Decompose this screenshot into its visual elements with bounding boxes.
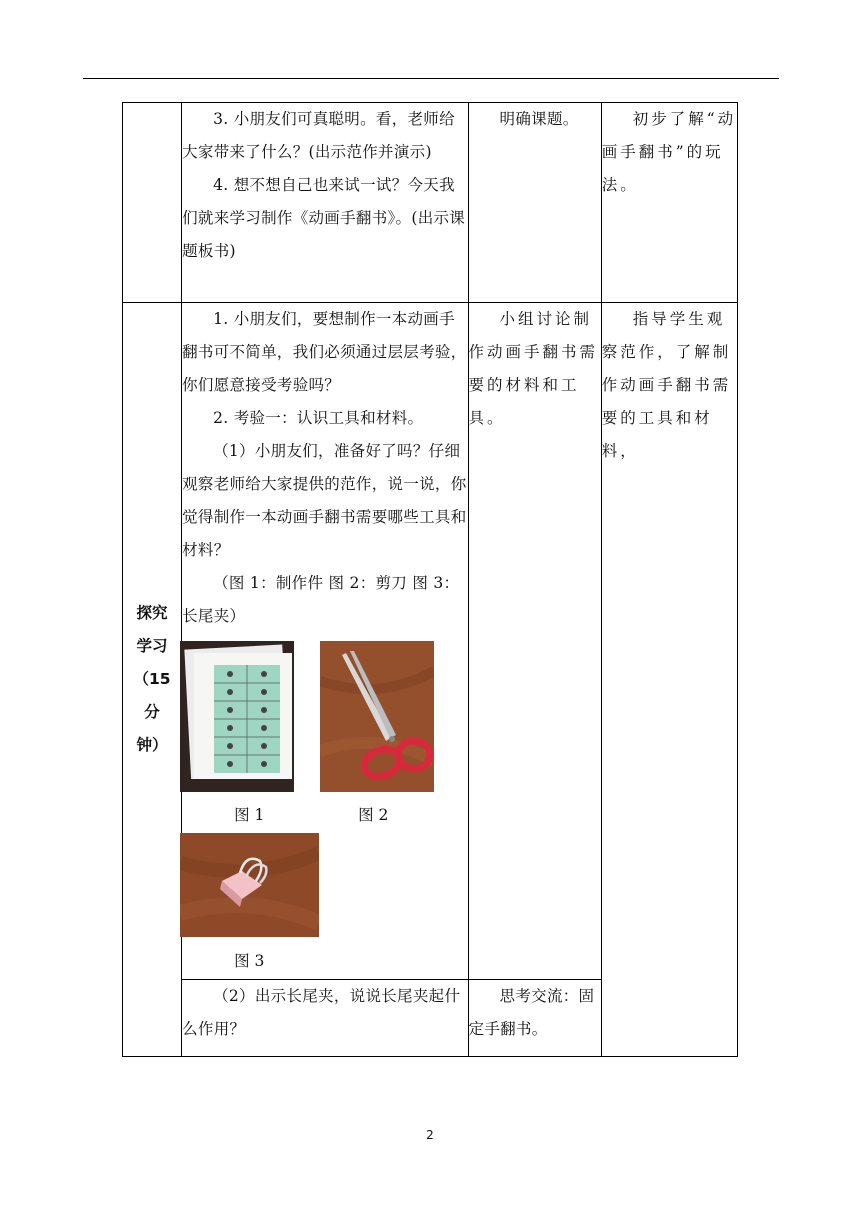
teacher-step-2-1: （1）小朋友们，准备好了吗？仔细观察老师给大家提供的范作，说一说，你觉得制作一本动画手翻书需要哪些工具和材料？ <box>182 442 467 559</box>
figure-2-image <box>320 641 434 792</box>
student-activity-cell <box>468 103 601 303</box>
binder-clip-photo <box>180 833 319 937</box>
figure-3-image <box>180 833 319 937</box>
teacher-step-3: 3. 小朋友们可真聪明。看，老师给大家带来了什么？(出示范作并演示) <box>182 110 455 161</box>
figure-1-caption: 图 1 <box>234 806 265 824</box>
page-number: 2 <box>426 1128 434 1142</box>
table-row <box>123 303 738 980</box>
student-activity: 明确课题。 <box>499 110 579 128</box>
teacher-step-1: 1. 小朋友们，要想制作一本动画手翻书可不简单，我们必须通过层层考验，你们愿意接受考验吗？ <box>182 310 467 394</box>
student-activity-cell <box>468 303 601 980</box>
teacher-step-2: 2. 考验一：认识工具和材料。 <box>213 409 424 427</box>
stage-cell <box>123 103 182 303</box>
worksheet-photo <box>180 641 294 792</box>
figure-legend: （图 1：制作件 图 2：剪刀 图 3：长尾夹） <box>182 574 460 625</box>
design-intent-cell <box>601 103 737 303</box>
figure-2-caption: 图 2 <box>358 806 389 824</box>
teacher-step-4: 4. 想不想自己也来试一试？今天我们就来学习制作《动画手翻书》。(出示课题板书) <box>182 176 466 260</box>
table-row <box>123 103 738 303</box>
stage-label-line: 探究 <box>136 604 168 622</box>
stage-cell <box>123 303 182 1057</box>
figure-group <box>182 633 467 973</box>
student-activity: 小组讨论制作动画手翻书需要的材料和工具。 <box>468 310 599 427</box>
scissors-photo <box>320 641 434 792</box>
student-activity-cell <box>468 980 601 1057</box>
teacher-activity-cell <box>182 980 468 1057</box>
stage-label-line: 钟） <box>136 736 168 754</box>
stage-label-line: （15 <box>133 670 171 688</box>
lesson-plan-table <box>122 102 738 1057</box>
header-rule <box>83 78 779 79</box>
teacher-step-2-2: （2）出示长尾夹，说说长尾夹起什么作用？ <box>182 987 461 1038</box>
student-activity: 思考交流：固定手翻书。 <box>468 987 595 1038</box>
teacher-activity-cell <box>182 303 468 980</box>
figure-1-image <box>180 641 294 792</box>
figure-3-caption: 图 3 <box>234 952 265 970</box>
design-intent: 指导学生观察范作，了解制作动画手翻书需要的工具和材料， <box>601 310 732 460</box>
stage-label-line: 学习 <box>136 637 168 655</box>
design-intent-cell <box>601 303 737 1057</box>
teacher-activity-cell <box>182 103 468 303</box>
design-intent: 初步了解“动画手翻书”的玩法。 <box>601 110 737 194</box>
stage-label-line: 分 <box>144 703 160 721</box>
